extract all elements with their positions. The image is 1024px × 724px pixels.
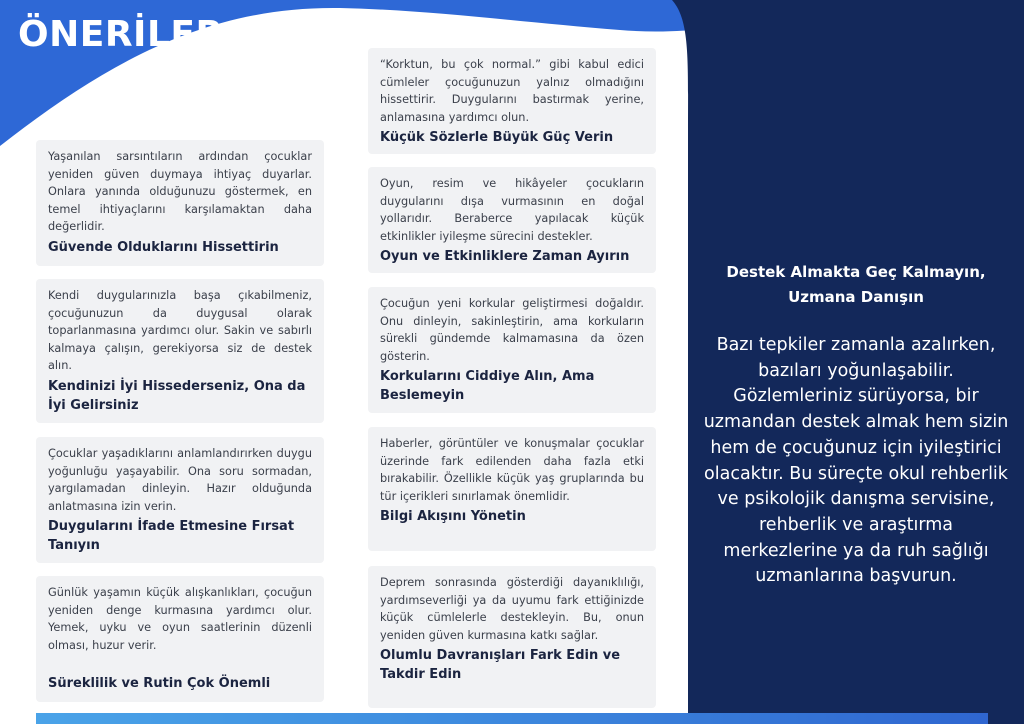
card-body: “Korktun, bu çok normal.” gibi kabul edici cümleler çocuğunuzun yalnız olmadığını hissettirir. Duygularını bastırmak yerine, anlamasına yardımcı olun. [380, 58, 644, 124]
card-sureklilik [36, 576, 324, 702]
support-panel [688, 128, 1024, 724]
card-heading: Bilgi Akışını Yönetin [380, 509, 526, 524]
card-body: Günlük yaşamın küçük alışkanlıkları, çocuğun yeniden denge kurmasına yardımcı olur. Yemek, uyku ve oyun saatlerinin düzenli olması, huzur verir. [48, 586, 312, 652]
card-heading: Küçük Sözlerle Büyük Güç Verin [380, 130, 614, 145]
page-title: ÖNERİLER [18, 14, 224, 55]
card-bilgi-akisi [368, 427, 656, 551]
card-body: Çocuğun yeni korkular geliştirmesi doğaldır. Onu dinleyin, sakinleştirin, ama korkuların sürekli gündemde kalmamasına da özen gösterin. [380, 297, 644, 363]
card-heading: Olumlu Davranışları Fark Edin ve Takdir Edin [380, 648, 621, 682]
card-kendinizi [36, 279, 324, 423]
card-kucuk-sozler [368, 48, 656, 154]
bottom-accent-bar [36, 713, 988, 724]
card-body: Oyun, resim ve hikâyeler çocukların duygularını dışa vurmasının en doğal yollarıdır. Beraberce yapılacak küçük etkinlikler iyileşme sürecini destekler. [380, 177, 644, 243]
card-body: Yaşanılan sarsıntıların ardından çocuklar yeniden güven duymaya ihtiyaç duyarlar. Onlara yanında olduğunuzu göstermek, en temel ihtiyaçlarını karşılamaktan daha değerlidir. [48, 150, 312, 233]
card-heading: Güvende Olduklarını Hissettirin [48, 239, 279, 255]
card-olumlu [368, 566, 656, 708]
card-body: Haberler, görüntüler ve konuşmalar çocuklar üzerinde fark edilenden daha fazla etki bırakabilir. Özellikle küçük yaş gruplarında bu tür içerikleri sınırlamak önemlidir. [380, 437, 644, 503]
card-heading: Duygularını İfade Etmesine Fırsat Tanıyın [48, 519, 295, 553]
card-heading: Kendinizi İyi Hissederseniz, Ona da İyi Gelirsiniz [48, 378, 306, 413]
card-heading: Oyun ve Etkinliklere Zaman Ayırın [380, 249, 630, 264]
card-body: Kendi duygularınızla başa çıkabilmeniz, çocuğunuzun da duygusal olarak toparlanmasına yardımcı olur. Sakin ve sabırlı kalmaya çalışın, gerekiyorsa siz de destek alın. [48, 289, 312, 372]
card-body: Deprem sonrasında gösterdiği dayanıklılığı, yardımseverliği ya da uyumu fark ettiğinizde küçük cümlelerle destekleyin. Bu, onun yeniden güven kurmasına katkı sağlar. [380, 576, 644, 642]
card-guvende [36, 140, 324, 266]
card-oyun [368, 167, 656, 273]
card-body: Çocuklar yaşadıklarını anlamlandırırken duygu yoğunluğu yaşayabilir. Ona soru sormadan, yargılamadan dinleyin. Hazır olduğunda anlatmasına izin verin. [48, 447, 312, 513]
card-heading: Korkularını Ciddiye Alın, Ama Beslemeyin [380, 369, 595, 403]
panel-heading: Destek Almakta Geç Kalmayın, Uzmana Danışın [726, 263, 986, 306]
card-heading: Süreklilik ve Rutin Çok Önemli [48, 676, 271, 691]
panel-body: Bazı tepkiler zamanla azalırken, bazıları yoğunlaşabilir. Gözlemleriniz sürüyorsa, bir uzmandan destek almak hem sizin hem de çocuğunuz için iyileştirici olacaktır. Bu süreçte okul rehberlik ve psikolojik danışma servisine, rehberlik ve araştırma merkezlerine ya da ruh sağlığı uzmanlarına başvurun. [703, 335, 1009, 587]
card-duygularini [36, 437, 324, 563]
card-korkularini [368, 287, 656, 413]
